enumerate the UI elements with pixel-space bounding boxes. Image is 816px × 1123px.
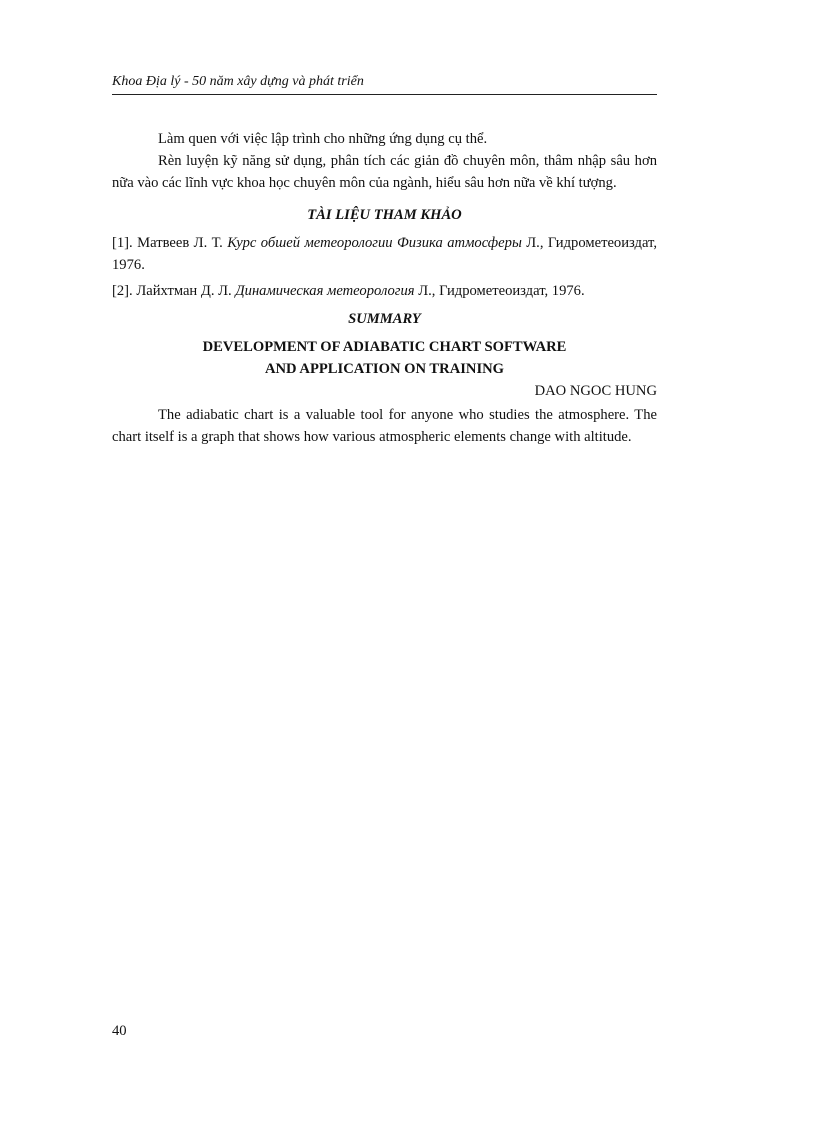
reference-number: [1]. xyxy=(112,235,133,251)
reference-publisher: Л., Гидрометеоиздат, 1976. xyxy=(418,283,585,299)
reference-item-2 xyxy=(112,280,657,302)
summary-title-line-2: AND APPLICATION ON TRAINING xyxy=(264,361,505,377)
running-header: Khoa Địa lý - 50 năm xây dựng và phát triển xyxy=(112,73,657,95)
reference-authors: Матвеев Л. Т. xyxy=(137,235,223,251)
summary-title-line-1: DEVELOPMENT OF ADIABATIC CHART SOFTWARE xyxy=(202,339,567,355)
reference-title: Курс обшей метеорологии Физика атмосферы xyxy=(227,235,522,251)
references-heading: TÀI LIỆU THAM KHẢO xyxy=(307,207,462,223)
reference-number: [2]. xyxy=(112,283,133,299)
body-paragraph-2: Rèn luyện kỹ năng sử dụng, phân tích các giản đồ chuyên môn, thâm nhập sâu hơn nữa vào các lĩnh vực khoa học chuyên môn của ngành, hiểu sâu hơn nữa về khí tượng. xyxy=(112,153,657,191)
body-paragraph-1: Làm quen với việc lập trình cho những ứng dụng cụ thể. xyxy=(158,131,488,147)
reference-title: Динамическая метеорология xyxy=(235,283,415,299)
reference-item-1 xyxy=(112,232,657,276)
reference-authors: Лайхтман Д. Л. xyxy=(136,283,232,299)
summary-heading: SUMMARY xyxy=(348,311,421,327)
reference-publisher: Л., Гидрометеоиздат, 1976. xyxy=(112,235,657,273)
page-content xyxy=(112,128,657,448)
summary-author: DAO NGOC HUNG xyxy=(534,383,657,399)
summary-abstract: The adiabatic chart is a valuable tool for anyone who studies the atmosphere. The chart itself is a graph that shows how various atmospheric elements change with altitude. xyxy=(112,407,657,445)
page-number: 40 xyxy=(112,1023,127,1039)
